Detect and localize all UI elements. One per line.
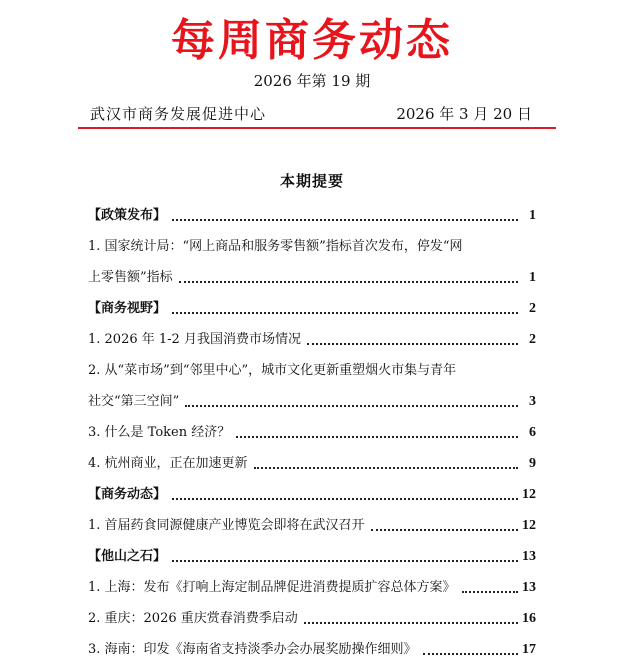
dot-leader (462, 591, 518, 593)
toc-page-number: 3 (529, 394, 536, 409)
toc-entry-text: 1. 首届药食同源健康产业博览会即将在武汉召开 (88, 518, 365, 533)
toc-page-number: 13 (522, 549, 536, 564)
toc-page-number: 2 (529, 332, 536, 347)
dot-leader (172, 219, 518, 221)
dot-leader (371, 529, 518, 531)
dot-leader (185, 405, 518, 407)
toc-entry[interactable] (88, 415, 536, 446)
toc-section-label: 【他山之石】 (88, 549, 167, 564)
toc-entry[interactable] (88, 508, 536, 539)
toc-title: 本期提要 (279, 172, 344, 190)
toc-entry-text: 社交“第三空间” (88, 394, 180, 409)
dot-leader (307, 343, 518, 345)
publish-date: 2026 年 3 月 20 日 (396, 105, 532, 123)
toc-entry-text: 2. 从“菜市场”到“邻里中心”，城市文化更新重塑烟火市集与青年 (88, 363, 457, 378)
toc-page-number: 12 (522, 487, 536, 502)
toc-entry-text: 3. 什么是 Token 经济？ (88, 425, 231, 440)
toc-entry[interactable] (88, 570, 536, 601)
dot-leader (172, 560, 518, 562)
toc-page-number: 13 (522, 580, 536, 595)
dot-leader (236, 436, 518, 438)
toc-page-number: 17 (522, 642, 536, 657)
toc-section-other-cities[interactable] (88, 539, 536, 570)
dot-leader (179, 281, 518, 283)
toc-section-label: 【商务动态】 (88, 487, 167, 502)
header-divider (78, 127, 556, 129)
toc-page-number: 1 (529, 208, 536, 223)
toc-entry[interactable] (88, 446, 536, 477)
toc-entry[interactable] (88, 384, 536, 415)
toc-entry-text: 1. 2026 年 1-2 月我国消费市场情况 (88, 332, 301, 347)
toc-section-business-news[interactable] (88, 477, 536, 508)
toc-section-business-vision[interactable] (88, 291, 536, 322)
toc-page-number: 12 (522, 518, 536, 533)
publisher-name: 武汉市商务发展促进中心 (90, 105, 267, 123)
toc-entry[interactable] (88, 322, 536, 353)
table-of-contents (88, 198, 536, 663)
toc-entry[interactable] (88, 601, 536, 632)
toc-page-number: 6 (529, 425, 536, 440)
toc-entry-text: 2. 重庆：2026 重庆赏春消费季启动 (88, 611, 298, 626)
dot-leader (172, 312, 518, 314)
toc-entry-text: 上零售额”指标 (88, 270, 173, 285)
dot-leader (172, 498, 518, 500)
dot-leader (254, 467, 518, 469)
dot-leader (304, 622, 518, 624)
masthead-title: 每周商务动态 (171, 15, 453, 66)
toc-entry-line[interactable] (88, 229, 536, 260)
dot-leader (423, 653, 518, 655)
toc-page-number: 9 (529, 456, 536, 471)
toc-section-label: 【政策发布】 (88, 208, 167, 223)
toc-entry[interactable] (88, 260, 536, 291)
toc-page-number: 2 (529, 301, 536, 316)
toc-page-number: 16 (522, 611, 536, 626)
toc-section-label: 【商务视野】 (88, 301, 167, 316)
toc-entry-text: 1. 上海：发布《打响上海定制品牌促进消费提质扩容总体方案》 (88, 580, 456, 595)
toc-entry-text: 3. 海南：印发《海南省支持淡季办会办展奖励操作细则》 (88, 642, 417, 657)
toc-entry-text: 4. 杭州商业，正在加速更新 (88, 456, 248, 471)
issue-number: 2026 年第 19 期 (253, 72, 371, 90)
toc-section-policy[interactable] (88, 198, 536, 229)
toc-page-number: 1 (529, 270, 536, 285)
toc-entry-line[interactable] (88, 353, 536, 384)
toc-entry[interactable] (88, 632, 536, 663)
toc-entry-text: 1. 国家统计局：“网上商品和服务零售额”指标首次发布，停发“网 (88, 239, 463, 254)
